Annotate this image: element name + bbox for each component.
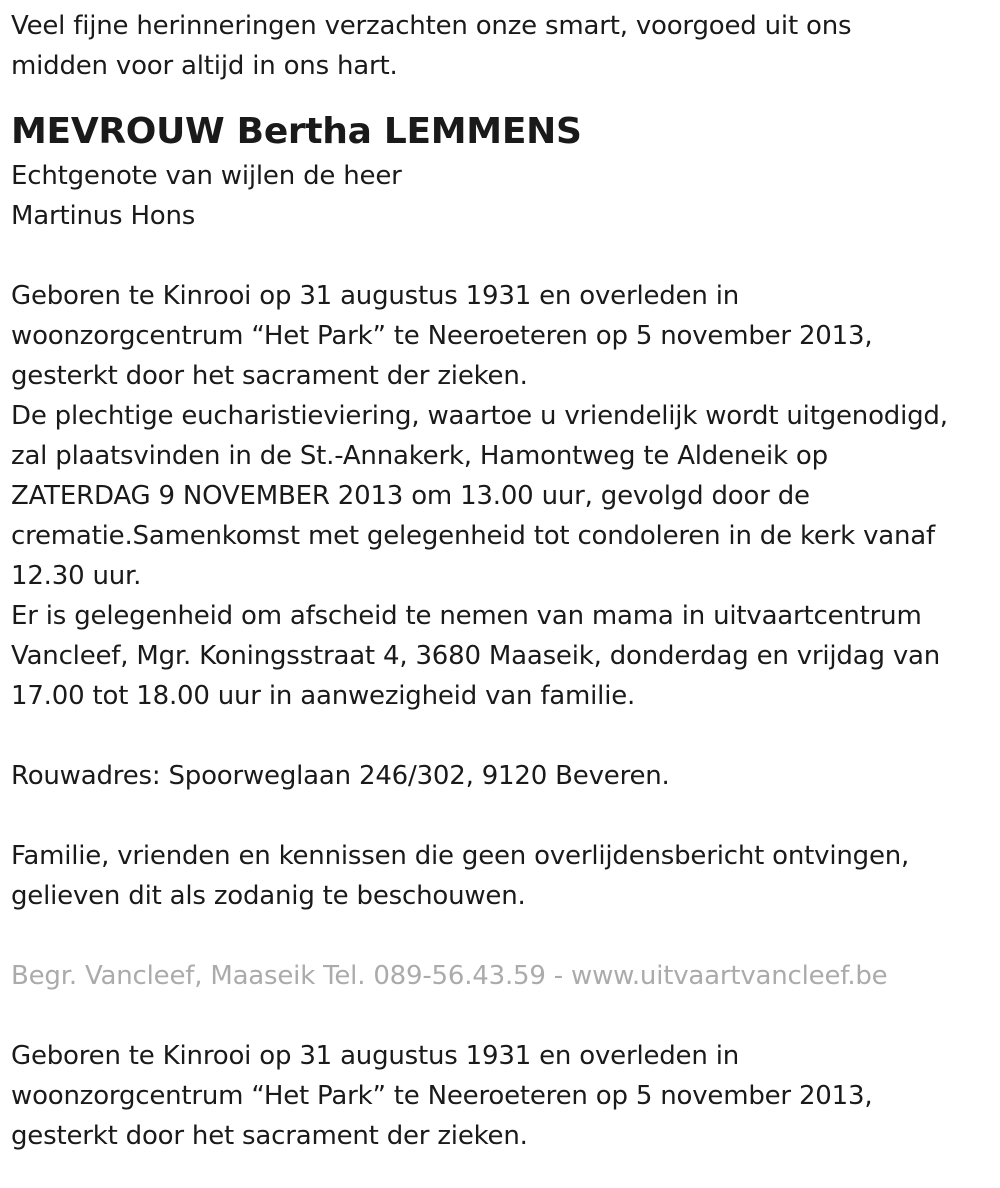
- birth-line: gesterkt door het sacrament der zieken.: [11, 1121, 528, 1151]
- spouse-line: Martinus Hons: [11, 201, 196, 231]
- service-line: De plechtige eucharistieviering, waartoe u vriendelijk wordt uitgenodigd,: [11, 401, 948, 431]
- spouse-line: Echtgenote van wijlen de heer: [11, 161, 402, 191]
- farewell-line: Vancleef, Mgr. Koningsstraat 4, 3680 Maaseik, donderdag en vrijdag van: [11, 641, 941, 671]
- farewell-line: Er is gelegenheid om afscheid te nemen van mama in uitvaartcentrum: [11, 601, 922, 631]
- notice-line: Familie, vrienden en kennissen die geen overlijdensbericht ontvingen,: [11, 841, 910, 871]
- farewell-line: 17.00 tot 18.00 uur in aanwezigheid van familie.: [11, 681, 636, 711]
- service-line: zal plaatsvinden in de St.-Annakerk, Hamontweg te Aldeneik op: [11, 441, 828, 471]
- birth-line: Geboren te Kinrooi op 31 augustus 1931 en overleden in: [11, 281, 740, 311]
- notice-paragraph: [11, 836, 1000, 916]
- service-line: crematie.Samenkomst met gelegenheid tot condoleren in de kerk vanaf: [11, 521, 935, 551]
- birth-line: Geboren te Kinrooi op 31 augustus 1931 en overleden in: [11, 1041, 740, 1071]
- funeral-home-footer: Begr. Vancleef, Maaseik Tel. 089-56.43.59 - www.uitvaartvancleef.be: [11, 961, 888, 991]
- birth-line: woonzorgcentrum “Het Park” te Neeroeteren op 5 november 2013,: [11, 321, 873, 351]
- intro-line: midden voor altijd in ons hart.: [11, 51, 398, 81]
- deceased-name: MEVROUW Bertha LEMMENS: [11, 111, 582, 152]
- mourning-address: Rouwadres: Spoorweglaan 246/302, 9120 Beveren.: [11, 761, 670, 791]
- birth-death-paragraph: [11, 276, 1000, 396]
- farewell-paragraph: [11, 596, 1000, 716]
- notice-line: gelieven dit als zodanig te beschouwen.: [11, 881, 526, 911]
- intro-verse: [11, 6, 1000, 86]
- birth-line: woonzorgcentrum “Het Park” te Neeroeteren op 5 november 2013,: [11, 1081, 873, 1111]
- service-paragraph: [11, 396, 1000, 596]
- spouse-info: [11, 156, 1000, 236]
- birth-death-paragraph-repeat: [11, 1036, 1000, 1156]
- birth-line: gesterkt door het sacrament der zieken.: [11, 361, 528, 391]
- service-line: ZATERDAG 9 NOVEMBER 2013 om 13.00 uur, gevolgd door de: [11, 481, 810, 511]
- intro-line: Veel fijne herinneringen verzachten onze smart, voorgoed uit ons: [11, 11, 852, 41]
- service-line: 12.30 uur.: [11, 561, 142, 591]
